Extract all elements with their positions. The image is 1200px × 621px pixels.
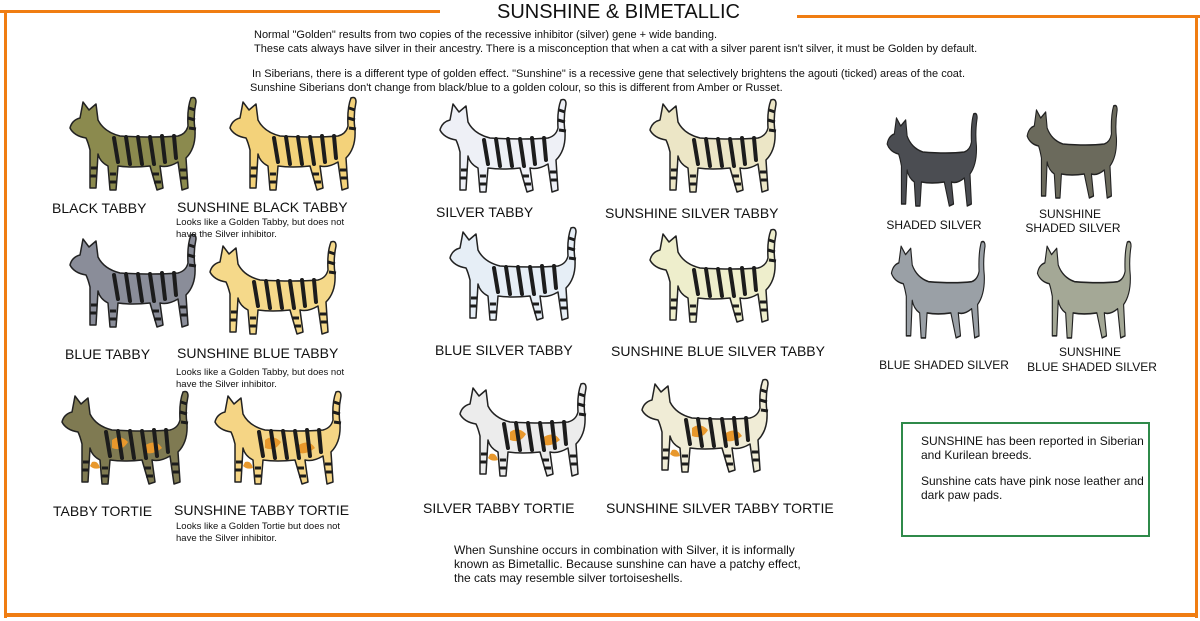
silver-tabby-cat-image [430,98,570,194]
orange-border-top-left [0,10,440,13]
sunshine-black-tabby-label: SUNSHINE BLACK TABBY [177,199,348,215]
blue-tabby-cat-image [60,233,200,329]
sunshine-blue-shaded-silver-label-1: SUNSHINE [1058,345,1121,359]
sunshine-blue-tabby-note-1: Looks like a Golden Tabby, but does not [176,367,345,378]
tabby-tortie-label: TABBY TORTIE [53,503,153,519]
black-tabby-label: BLACK TABBY [52,200,147,216]
blue-tabby-label: BLUE TABBY [65,346,151,362]
sunshine-blue-tabby-note-2: have the Silver inhibitor. [176,379,277,390]
sunshine-black-tabby-note-2: have the Silver inhibitor. [176,229,277,240]
info-box-paragraph-2: Sunshine cats have pink nose leather and dark paw pads. [921,474,1144,502]
sunshine-blue-tabby-label: SUNSHINE BLUE TABBY [177,345,339,361]
silver-tabby-tortie-cat-image [450,382,590,478]
orange-border-bottom [4,613,1198,617]
sunshine-tabby-tortie-note-2: have the Silver inhibitor. [176,533,277,544]
sunshine-tabby-tortie-note-1: Looks like a Golden Tortie but does not [176,521,341,532]
info-box [901,422,1150,537]
shaded-silver-label: SHADED SILVER [886,218,982,232]
sunshine-black-tabby-note-1: Looks like a Golden Tabby, but does not [176,217,345,228]
page-title: SUNSHINE & BIMETALLIC [496,1,741,23]
sunshine-blue-silver-tabby-cat-image [640,228,780,324]
bimetallic-note: When Sunshine occurs in combination with Silver, it is informally known as Bimetallic. Because sunshine can have a patchy effect, the cats may resemble silver tortoiseshells. [454,543,801,585]
blue-shaded-silver-label: BLUE SHADED SILVER [879,358,1009,372]
sunshine-silver-tabby-tortie-label: SUNSHINE SILVER TABBY TORTIE [606,500,834,516]
sunshine-blue-shaded-silver-cat-image [1030,240,1134,340]
sunshine-blue-tabby-cat-image [200,240,340,336]
sunshine-black-tabby-cat-image [220,96,360,192]
sunshine-shaded-silver-label-1: SUNSHINE [1038,207,1101,221]
sunshine-silver-tabby-label: SUNSHINE SILVER TABBY [605,205,779,221]
silver-tabby-tortie-label: SILVER TABBY TORTIE [423,500,575,516]
silver-tabby-label: SILVER TABBY [436,204,534,220]
intro-line-2: These cats always have silver in their ancestry. There is a misconception that when a cat with a silver parent isn't silver, it must be Golden by default. [254,43,978,55]
sunshine-silver-tabby-cat-image [640,98,780,194]
sunshine-blue-silver-tabby-label: SUNSHINE BLUE SILVER TABBY [611,343,825,359]
intro-line-4: Sunshine Siberians don't change from black/blue to a golden colour, so this is different from Amber or Russet. [250,82,783,94]
info-box-paragraph-1: SUNSHINE has been reported in Siberian and Kurilean breeds. [921,434,1144,462]
orange-border-left [4,10,7,618]
sunshine-shaded-silver-label-2: SHADED SILVER [1025,221,1121,235]
black-tabby-cat-image [60,96,200,192]
blue-silver-tabby-label: BLUE SILVER TABBY [435,342,573,358]
shaded-silver-cat-image [880,112,980,208]
sunshine-tabby-tortie-label: SUNSHINE TABBY TORTIE [174,502,350,518]
intro-line-1: Normal "Golden" results from two copies of the recessive inhibitor (silver) gene + wide banding. [254,29,717,41]
sunshine-silver-tabby-tortie-cat-image [632,378,772,474]
orange-border-top-right [797,15,1200,18]
sunshine-shaded-silver-cat-image [1020,104,1120,200]
tabby-tortie-cat-image [52,390,192,486]
orange-border-right [1195,15,1198,618]
intro-line-3: In Siberians, there is a different type of golden effect. "Sunshine" is a recessive gene that selectively brightens the agouti (ticked) areas of the coat. [252,68,966,80]
blue-shaded-silver-cat-image [884,240,988,340]
blue-silver-tabby-cat-image [440,226,580,322]
sunshine-blue-shaded-silver-label-2: BLUE SHADED SILVER [1027,360,1157,374]
sunshine-tabby-tortie-cat-image [205,390,345,486]
